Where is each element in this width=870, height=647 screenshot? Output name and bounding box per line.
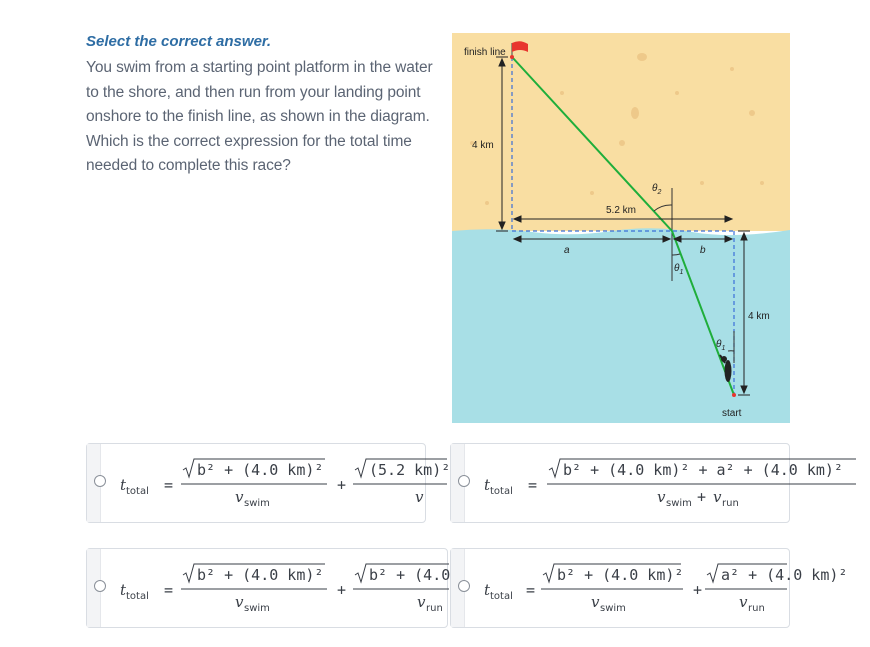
a-label: a [564,245,570,256]
theta1-label-start: $\theta_1$ [716,339,726,352]
term2-den-sub: run [426,603,443,614]
race-diagram [452,33,790,423]
plus-sign: + [693,581,703,599]
race-diagram-svg [452,33,790,423]
term1-numerator: b² + (4.0 km)² [197,461,324,479]
height-label-top: 4 km [472,140,494,151]
term1-den-sub: swim [244,498,270,509]
finish-label: finish line [464,47,506,58]
question-text [86,56,448,179]
answer-option-b[interactable] [450,443,843,523]
b-label: b [700,245,706,256]
start-point [732,393,736,397]
term1-den-var: v [591,593,600,611]
question-line: You swim from a starting point platform in the water [86,59,433,76]
lhs-var: t [484,581,491,599]
lhs-var: t [484,476,491,494]
term2-den-var: v [417,593,426,611]
plus-sign: + [337,581,347,599]
term2-numerator: a² + (4.0 km)² [721,566,848,584]
den-var-1: v [657,488,666,506]
lhs-sub: total [490,591,513,602]
answer-option-d[interactable] [450,548,848,628]
term1-den-sub: swim [600,603,626,614]
equals-sign: = [164,581,174,599]
numerator: b² + (4.0 km)² + a² + (4.0 km)² [563,461,843,479]
lhs-sub: total [126,591,149,602]
den-plus: + [697,488,707,506]
term2-numerator: (5.2 km)² [369,461,451,479]
term1-den-sub: swim [244,603,270,614]
answer-option-c[interactable] [86,548,451,628]
theta1-label-shore: $\theta_1$ [674,263,684,276]
theta2-label: $\theta_2$ [652,183,662,196]
water-area [452,228,790,423]
formula-d [451,549,848,627]
lhs-sub: total [126,486,149,497]
instruction-text: Select the correct answer. [86,33,272,50]
finish-point [510,55,514,59]
equals-sign: = [526,581,536,599]
lhs-var: t [120,476,127,494]
answer-option-a[interactable] [86,443,451,523]
height-label-bottom: 4 km [748,311,770,322]
lhs-sub: total [490,486,513,497]
term1-numerator: b² + (4.0 km)² [197,566,324,584]
equals-sign: = [164,476,174,494]
term2-den-sub: run [748,603,765,614]
formula-c [87,549,451,627]
question-line: onshore to the finish line, as shown in the diagram. [86,108,430,126]
formula-a [87,444,451,522]
question-line: needed to complete this race? [86,157,291,175]
question-prompt [86,33,448,179]
start-label: start [722,408,742,419]
term1-den-var: v [235,593,244,611]
lhs-var: t [120,581,127,599]
term2-den-var: v [739,593,748,611]
term1-den-var: v [235,488,244,506]
den-sub-2: run [722,498,739,509]
term2-numerator: b² + (4.0 [369,566,451,584]
term1-numerator: b² + (4.0 km)² [557,566,684,584]
equals-sign: = [528,476,538,494]
plus-sign: + [337,476,347,494]
formula-b [451,444,843,522]
term2-den-var: v [415,488,424,506]
question-line: to the shore, and then run from your landing point [86,83,421,101]
den-var-2: v [713,488,722,506]
question-line: Which is the correct expression for the total time [86,132,412,150]
den-sub-1: swim [666,498,692,509]
width-label: 5.2 km [606,205,637,216]
